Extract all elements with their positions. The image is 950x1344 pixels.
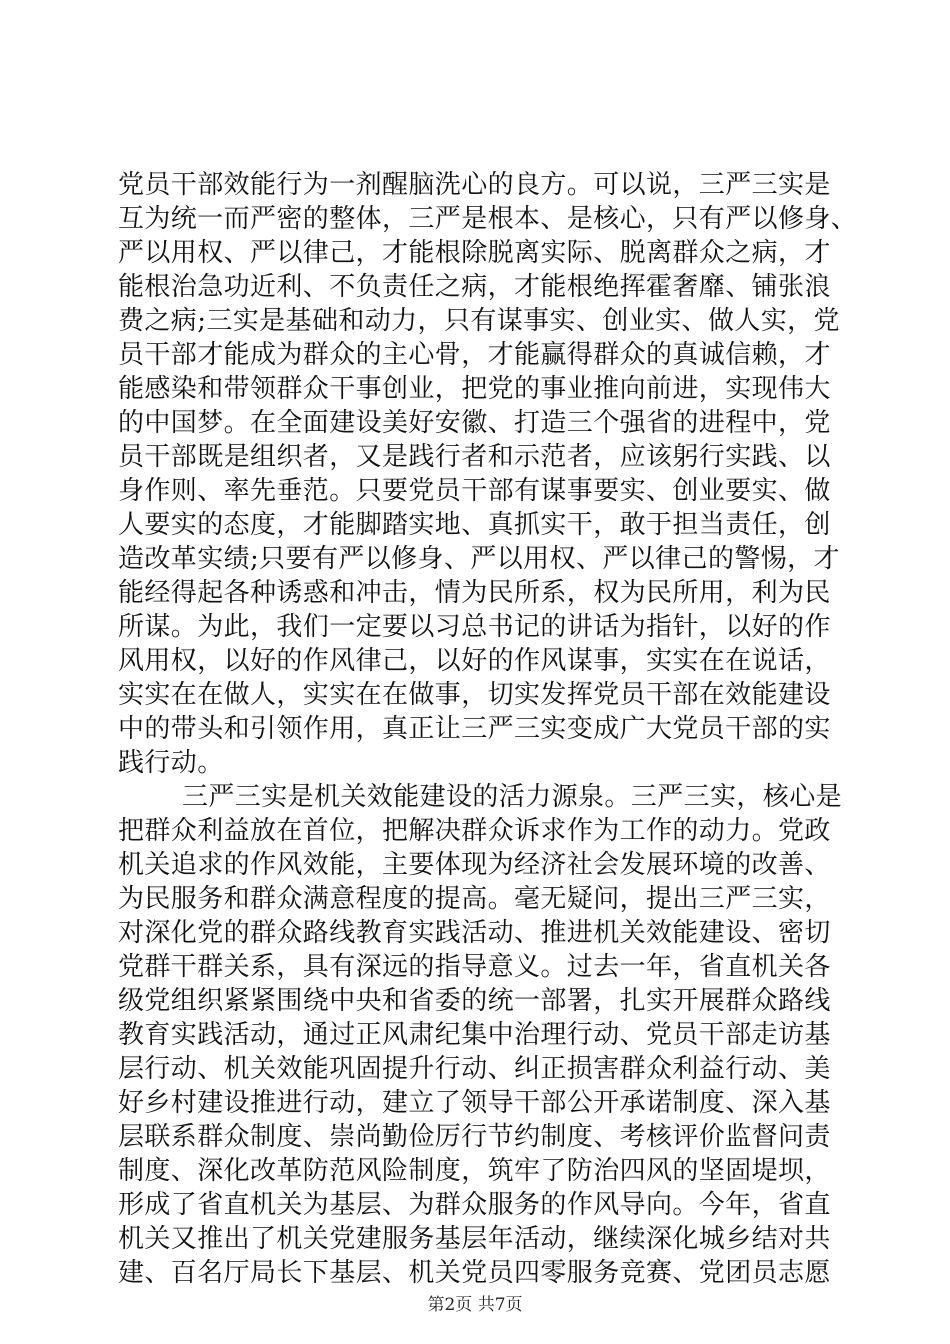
text-line: 身作则、率先垂范。只要党员干部有谋事要实、创业要实、做 — [118, 476, 831, 506]
text-line: 形成了省直机关为基层、为群众服务的作风导向。今年，省直 — [118, 1190, 831, 1220]
text-line: 党群干群关系，具有深远的指导意义。过去一年，省直机关各 — [118, 952, 831, 982]
text-line: 互为统一而严密的整体，三严是根本、是核心，只有严以修身、 — [118, 204, 858, 234]
text-line: 好乡村建设推进行动，建立了领导干部公开承诺制度、深入基 — [118, 1088, 831, 1118]
text-line: 能根治急功近利、不负责任之病，才能根绝挥霍奢靡、铺张浪 — [118, 272, 831, 302]
text-line: 机关又推出了机关党建服务基层年活动，继续深化城乡结对共 — [118, 1224, 831, 1254]
text-line: 级党组织紧紧围绕中央和省委的统一部署，扎实开展群众路线 — [118, 986, 831, 1016]
paragraph-start-line: 三严三实是机关效能建设的活力源泉。三严三实，核心是 — [182, 782, 843, 812]
text-line: 风用权，以好的作风律己，以好的作风谋事，实实在在说话， — [118, 646, 831, 676]
text-line: 员干部既是组织者，又是践行者和示范者，应该躬行实践、以 — [118, 442, 831, 472]
text-line: 为民服务和群众满意程度的提高。毫无疑问，提出三严三实， — [118, 884, 831, 914]
text-line: 的中国梦。在全面建设美好安徽、打造三个强省的进程中，党 — [118, 408, 831, 438]
text-line: 机关追求的作风效能，主要体现为经济社会发展环境的改善、 — [118, 850, 831, 880]
text-line: 党员干部效能行为一剂醒脑洗心的良方。可以说，三严三实是 — [118, 170, 831, 200]
text-line: 费之病;三实是基础和动力，只有谋事实、创业实、做人实，党 — [118, 306, 840, 336]
body-text — [118, 168, 858, 1290]
text-line: 能感染和带领群众干事创业，把党的事业推向前进，实现伟大 — [118, 374, 831, 404]
text-line: 层行动、机关效能巩固提升行动、纠正损害群众利益行动、美 — [118, 1054, 831, 1084]
text-line: 实实在在做人，实实在在做事，切实发挥党员干部在效能建设 — [118, 680, 831, 710]
text-line: 严以用权、严以律己，才能根除脱离实际、脱离群众之病，才 — [118, 238, 831, 268]
text-line: 教育实践活动，通过正风肃纪集中治理行动、党员干部走访基 — [118, 1020, 831, 1050]
text-line: 造改革实绩;只要有严以修身、严以用权、严以律己的警惕，才 — [118, 544, 840, 574]
text-line: 员干部才能成为群众的主心骨，才能赢得群众的真诚信赖，才 — [118, 340, 831, 370]
text-line: 层联系群众制度、崇尚勤俭厉行节约制度、考核评价监督问责 — [118, 1122, 831, 1152]
text-line: 践行动。 — [118, 748, 224, 778]
text-line: 制度、深化改革防范风险制度，筑牢了防治四风的坚固堤坝， — [118, 1156, 831, 1186]
text-line: 把群众利益放在首位，把解决群众诉求作为工作的动力。党政 — [118, 816, 831, 846]
text-line: 人要实的态度，才能脚踏实地、真抓实干，敢于担当责任，创 — [118, 510, 831, 540]
text-line: 能经得起各种诱惑和冲击，情为民所系，权为民所用，利为民 — [118, 578, 831, 608]
text-line: 对深化党的群众路线教育实践活动、推进机关效能建设、密切 — [118, 918, 831, 948]
text-line: 建、百名厅局长下基层、机关党员四零服务竞赛、党团员志愿 — [118, 1258, 831, 1288]
page-number-footer: 第2页 共7页 — [427, 1295, 523, 1315]
text-line: 所谋。为此，我们一定要以习总书记的讲话为指针，以好的作 — [118, 612, 831, 642]
text-line: 中的带头和引领作用，真正让三严三实变成广大党员干部的实 — [118, 714, 831, 744]
